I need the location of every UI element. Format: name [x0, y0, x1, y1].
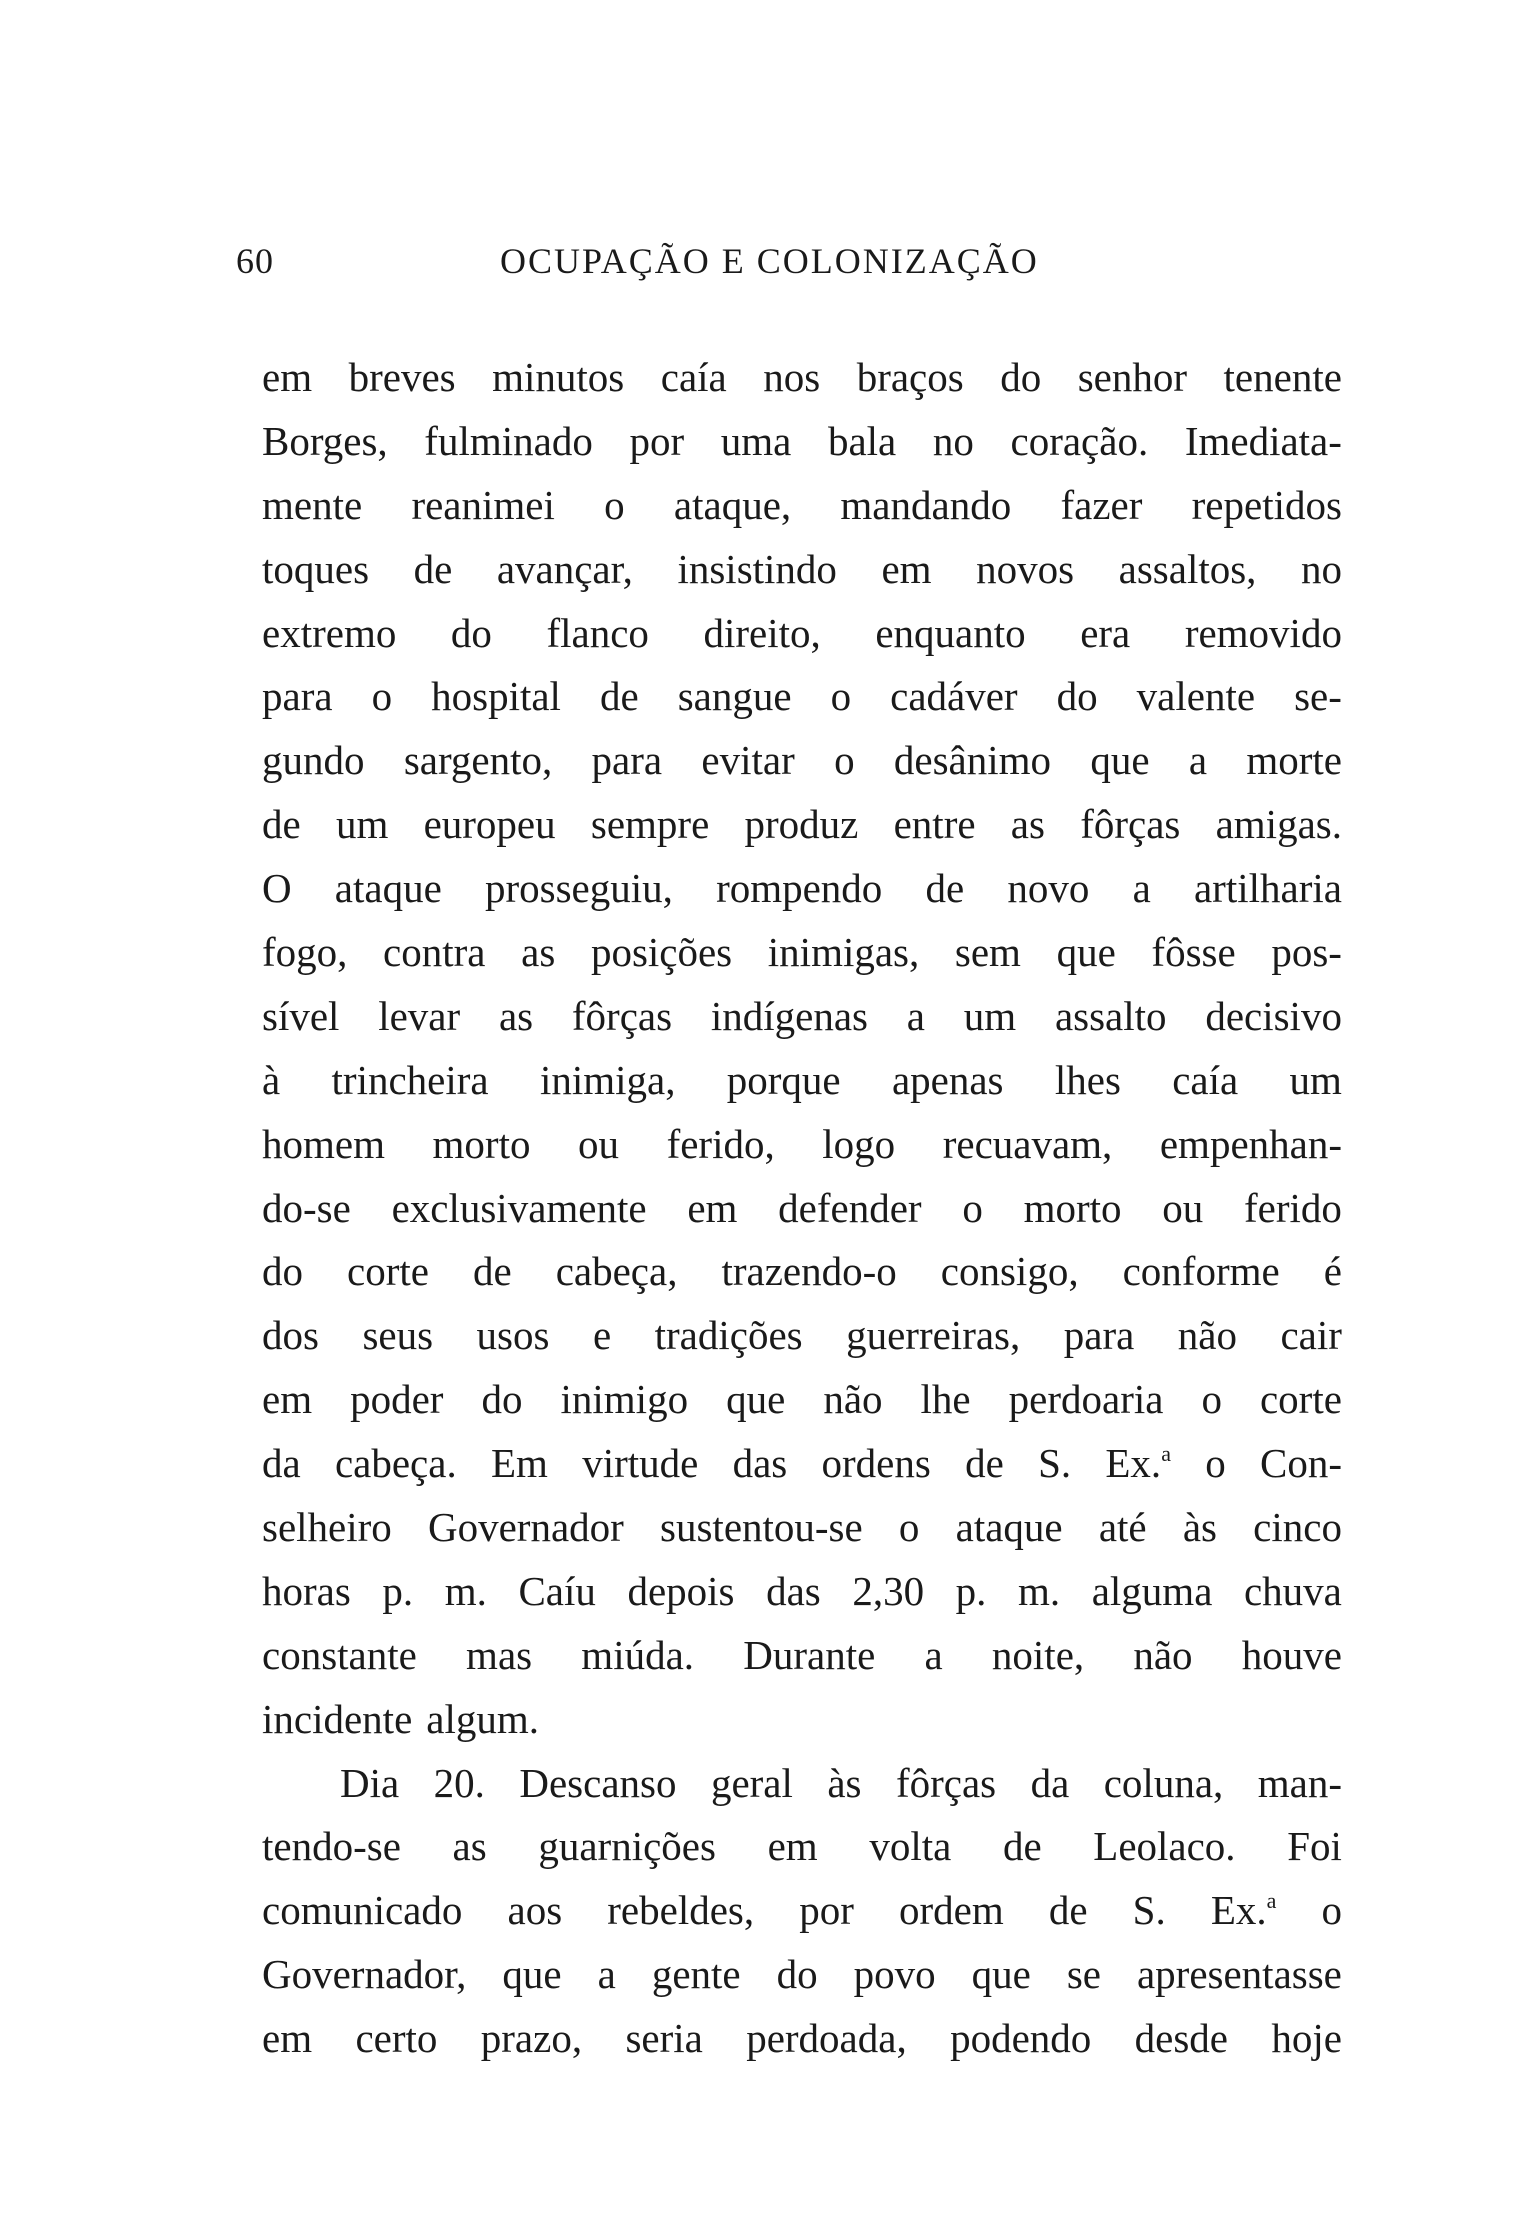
word: para — [1063, 1312, 1135, 1359]
word: empenhan- — [1159, 1120, 1342, 1167]
word: as — [521, 929, 556, 976]
word: geral — [710, 1759, 793, 1806]
word: direito, — [703, 609, 821, 656]
word: braços — [856, 354, 964, 400]
word: caía — [660, 354, 727, 400]
word: de — [599, 673, 639, 720]
word: rebeldes, — [607, 1887, 755, 1934]
word: que — [1090, 737, 1150, 784]
word: gente — [651, 1951, 741, 1998]
word: um — [963, 992, 1017, 1039]
word: que — [502, 1951, 562, 1998]
word: aos — [507, 1887, 563, 1934]
word: que — [971, 1951, 1031, 1998]
word: conforme — [1122, 1248, 1280, 1295]
word: mente — [262, 481, 363, 528]
word: flanco — [546, 609, 649, 656]
word: pos- — [1271, 929, 1342, 976]
word: trazendo-o — [721, 1248, 897, 1295]
word: de — [965, 1440, 1004, 1487]
word: incidente — [262, 1695, 413, 1742]
word: O — [262, 865, 292, 912]
word: removido — [1184, 609, 1342, 656]
word: podendo — [950, 2015, 1092, 2062]
word: novos — [976, 545, 1075, 592]
word: trincheira — [331, 1056, 489, 1103]
word: as — [498, 992, 534, 1039]
word: Con- — [1259, 1440, 1342, 1487]
text-line — [262, 1240, 1342, 1304]
word: no — [1300, 545, 1342, 592]
word: em — [881, 545, 932, 592]
word: artilharia — [1193, 865, 1342, 912]
word: exclusivamente — [391, 1184, 647, 1231]
word: decisivo — [1205, 992, 1342, 1039]
word: se — [1066, 1951, 1101, 1998]
word: do — [481, 1376, 523, 1423]
superscript: a — [1161, 1441, 1171, 1467]
word: hoje — [1271, 2015, 1342, 2062]
text-line — [262, 665, 1342, 729]
word: a — [1188, 737, 1208, 784]
running-title: OCUPAÇÃO E COLONIZAÇÃO — [500, 241, 1039, 281]
word: Descanso — [519, 1759, 677, 1806]
word: breves — [348, 354, 456, 400]
word: as — [1010, 801, 1045, 848]
text-line — [262, 538, 1342, 602]
word: hospital — [431, 673, 561, 720]
word: de — [1002, 1823, 1042, 1870]
word: homem — [262, 1120, 385, 1167]
text-line — [262, 2007, 1342, 2071]
word: que — [1056, 929, 1116, 976]
word: a — [906, 992, 925, 1039]
word: virtude — [582, 1440, 699, 1487]
word: inimigo — [560, 1376, 689, 1423]
word: caía — [1172, 1056, 1239, 1103]
word: usos — [476, 1312, 550, 1359]
text-line — [262, 1943, 1342, 2007]
word: novo — [1007, 865, 1090, 912]
word: prosseguiu, — [484, 865, 673, 912]
word: S. — [1132, 1887, 1166, 1934]
word: poder — [350, 1376, 444, 1423]
word: m. — [444, 1567, 487, 1614]
word: Governador, — [262, 1951, 467, 1998]
word: um — [1289, 1056, 1342, 1103]
word: o — [962, 1184, 983, 1231]
word: repetidos — [1191, 481, 1342, 528]
word: ataque — [334, 865, 442, 912]
word: do — [776, 1951, 818, 1998]
word: ferido, — [666, 1120, 775, 1167]
word: do — [1056, 673, 1098, 720]
word: lhe — [920, 1376, 971, 1423]
word: produz — [744, 801, 859, 848]
word: sustentou-se — [660, 1504, 863, 1551]
word: era — [1080, 609, 1131, 656]
word: no — [932, 417, 974, 464]
word: o — [604, 481, 625, 528]
word: das — [766, 1567, 821, 1614]
word: assalto — [1054, 992, 1167, 1039]
word: da — [262, 1440, 301, 1487]
text-line — [262, 1113, 1342, 1177]
word: sargento, — [403, 737, 553, 784]
word: por — [799, 1887, 854, 1934]
word: fôrças — [571, 992, 673, 1039]
text-line — [262, 1496, 1342, 1560]
word: que — [726, 1376, 786, 1423]
word: lhes — [1054, 1056, 1121, 1103]
text-line — [262, 410, 1342, 474]
word: cabeça, — [555, 1248, 678, 1295]
word: fôrças — [895, 1759, 997, 1806]
word: não — [1133, 1631, 1193, 1678]
word: ou — [1162, 1184, 1204, 1231]
word: seria — [625, 2015, 703, 2062]
text-line — [262, 1879, 1342, 1943]
word: de — [472, 1248, 512, 1295]
word: porque — [726, 1056, 841, 1103]
word: contra — [383, 929, 486, 976]
word: algum. — [426, 1695, 540, 1742]
word: a — [1132, 865, 1151, 912]
word: tradições — [654, 1312, 803, 1359]
word: extremo — [262, 609, 397, 656]
text-line — [262, 1177, 1342, 1241]
word: não — [823, 1376, 883, 1423]
word: ordem — [898, 1887, 1004, 1934]
word: prazo, — [480, 2015, 583, 2062]
word: ordens — [821, 1440, 931, 1487]
word: do-se — [262, 1184, 351, 1231]
word: m. — [1017, 1567, 1061, 1614]
word: apenas — [891, 1056, 1004, 1103]
word: a — [924, 1631, 943, 1678]
word: em — [262, 1376, 313, 1423]
word: em — [767, 1823, 818, 1870]
word: as — [452, 1823, 487, 1870]
word: sangue — [677, 673, 792, 720]
word: ataque — [955, 1504, 1063, 1551]
word: até — [1098, 1504, 1147, 1551]
word: à — [262, 1056, 281, 1103]
word: um — [335, 801, 389, 848]
word: em — [262, 354, 313, 400]
text-line — [262, 474, 1342, 538]
text-line — [262, 1304, 1342, 1368]
word: guerreiras, — [846, 1312, 1021, 1359]
word: Borges, — [262, 417, 388, 464]
word: 20. — [433, 1759, 485, 1806]
text-line — [262, 1624, 1342, 1688]
word: toques — [262, 545, 370, 592]
word: 2,30 — [852, 1567, 925, 1614]
word: não — [1177, 1312, 1237, 1359]
word: o — [1321, 1887, 1342, 1934]
word: desde — [1134, 2015, 1228, 2062]
word: o — [371, 673, 393, 720]
word: sempre — [590, 801, 710, 848]
text-line — [262, 1368, 1342, 1432]
text-line — [262, 857, 1342, 921]
page-number: 60 — [236, 241, 274, 281]
word: morto — [1023, 1184, 1122, 1231]
word: valente — [1136, 673, 1256, 720]
word: a — [597, 1951, 616, 1998]
word: o — [1201, 1376, 1222, 1423]
word: recuavam, — [942, 1120, 1113, 1167]
word: rompendo — [716, 865, 883, 912]
word: o — [834, 737, 855, 784]
word: Leolaco. — [1093, 1823, 1236, 1870]
word: corte — [1259, 1376, 1342, 1423]
word: tendo-se — [262, 1823, 401, 1870]
text-line — [262, 1815, 1342, 1879]
word: seus — [362, 1312, 434, 1359]
word: avançar, — [496, 545, 633, 592]
word: do — [262, 1248, 303, 1295]
word: perdoada, — [746, 2015, 907, 2062]
word: gundo — [262, 737, 365, 784]
body-text — [262, 346, 1342, 2071]
word: logo — [822, 1120, 896, 1167]
word: insistindo — [677, 545, 837, 592]
word: houve — [1241, 1631, 1342, 1678]
word: em — [687, 1184, 738, 1231]
word: tenente — [1223, 354, 1342, 400]
word: de — [925, 865, 965, 912]
text-line — [262, 346, 1342, 410]
word: mas — [466, 1631, 533, 1678]
word: fôsse — [1151, 929, 1236, 976]
word: posições — [590, 929, 733, 976]
word: sível — [262, 992, 340, 1039]
text-line — [262, 1049, 1342, 1113]
word: Durante — [743, 1631, 876, 1678]
word: consigo, — [940, 1248, 1079, 1295]
word: fulminado — [424, 417, 593, 464]
word: o — [898, 1504, 920, 1551]
word: depois — [627, 1567, 735, 1614]
word: de — [262, 801, 301, 848]
word: comunicado — [262, 1887, 463, 1934]
word: chuva — [1243, 1567, 1342, 1614]
word: em — [262, 2015, 313, 2062]
word: inimigas, — [767, 929, 920, 976]
text-line — [262, 1432, 1342, 1496]
text-line — [262, 985, 1342, 1049]
text-line — [262, 1688, 1342, 1752]
word: fogo, — [262, 929, 348, 976]
word: selheiro — [262, 1504, 392, 1551]
word: defender — [778, 1184, 922, 1231]
word: Em — [490, 1440, 548, 1487]
word: do — [1000, 354, 1042, 400]
word: apresentasse — [1136, 1951, 1342, 1998]
word: levar — [378, 992, 461, 1039]
word: povo — [853, 1951, 936, 1998]
word: por — [629, 417, 685, 464]
word: enquanto — [875, 609, 1026, 656]
word: certo — [355, 2015, 438, 2062]
word: e — [592, 1312, 612, 1359]
word: se- — [1294, 673, 1342, 720]
word: nos — [763, 354, 821, 400]
word: ferido — [1244, 1184, 1342, 1231]
word: horas — [262, 1567, 351, 1614]
word: das — [732, 1440, 788, 1487]
word: desânimo — [893, 737, 1052, 784]
word: Governador — [428, 1504, 624, 1551]
word: Imediata- — [1184, 417, 1342, 464]
word: coluna, — [1103, 1759, 1224, 1806]
word: ataque, — [673, 481, 792, 528]
word: para — [591, 737, 663, 784]
text-line — [262, 793, 1342, 857]
word: inimiga, — [539, 1056, 676, 1103]
word: Foi — [1287, 1823, 1342, 1870]
word: p. — [382, 1567, 414, 1614]
word: constante — [262, 1631, 417, 1678]
word: Ex.$^a$ — [1105, 1440, 1171, 1487]
word: cinco — [1253, 1504, 1342, 1551]
word: de — [413, 545, 453, 592]
text-line — [262, 729, 1342, 793]
word: da — [1030, 1759, 1070, 1806]
word: às — [1182, 1504, 1217, 1551]
word: fôrças — [1080, 801, 1181, 848]
word: cadáver — [890, 673, 1018, 720]
word: volta — [869, 1823, 952, 1870]
word: man- — [1257, 1759, 1342, 1806]
word: indígenas — [710, 992, 868, 1039]
word: Caíu — [518, 1567, 596, 1614]
text-line — [262, 602, 1342, 666]
word: perdoaria — [1008, 1376, 1164, 1423]
word: o — [1205, 1440, 1226, 1487]
word: morte — [1246, 737, 1342, 784]
text-line — [262, 921, 1342, 985]
running-head — [236, 240, 1336, 290]
word: coração. — [1010, 417, 1149, 464]
word: p. — [955, 1567, 987, 1614]
word: alguma — [1091, 1567, 1213, 1614]
word: europeu — [423, 801, 556, 848]
word: às — [827, 1759, 862, 1806]
word: Dia — [340, 1759, 400, 1806]
text-line — [262, 1752, 1342, 1816]
word: bala — [827, 417, 897, 464]
word: uma — [720, 417, 792, 464]
word: cair — [1280, 1312, 1342, 1359]
word: S. — [1038, 1440, 1072, 1487]
word: miúda. — [581, 1631, 695, 1678]
word: minutos — [492, 354, 625, 400]
word: amigas. — [1215, 801, 1342, 848]
word: dos — [262, 1312, 319, 1359]
word: evitar — [701, 737, 795, 784]
word: para — [262, 673, 333, 720]
word: de — [1048, 1887, 1088, 1934]
word: o — [830, 673, 852, 720]
word: é — [1323, 1248, 1342, 1295]
word: entre — [893, 801, 976, 848]
word: do — [450, 609, 492, 656]
word: guarnições — [538, 1823, 716, 1870]
word: fazer — [1060, 481, 1143, 528]
word: cabeça. — [334, 1440, 457, 1487]
superscript: a — [1266, 1888, 1277, 1914]
word: mandando — [840, 481, 1012, 528]
word: reanimei — [411, 481, 555, 528]
word: senhor — [1077, 354, 1188, 400]
word: noite, — [991, 1631, 1085, 1678]
word: Ex.$^a$ — [1210, 1887, 1277, 1934]
word: morto — [432, 1120, 531, 1167]
word: corte — [347, 1248, 429, 1295]
word: assaltos, — [1118, 545, 1257, 592]
word: ou — [578, 1120, 620, 1167]
text-line — [262, 1560, 1342, 1624]
word: sem — [954, 929, 1021, 976]
